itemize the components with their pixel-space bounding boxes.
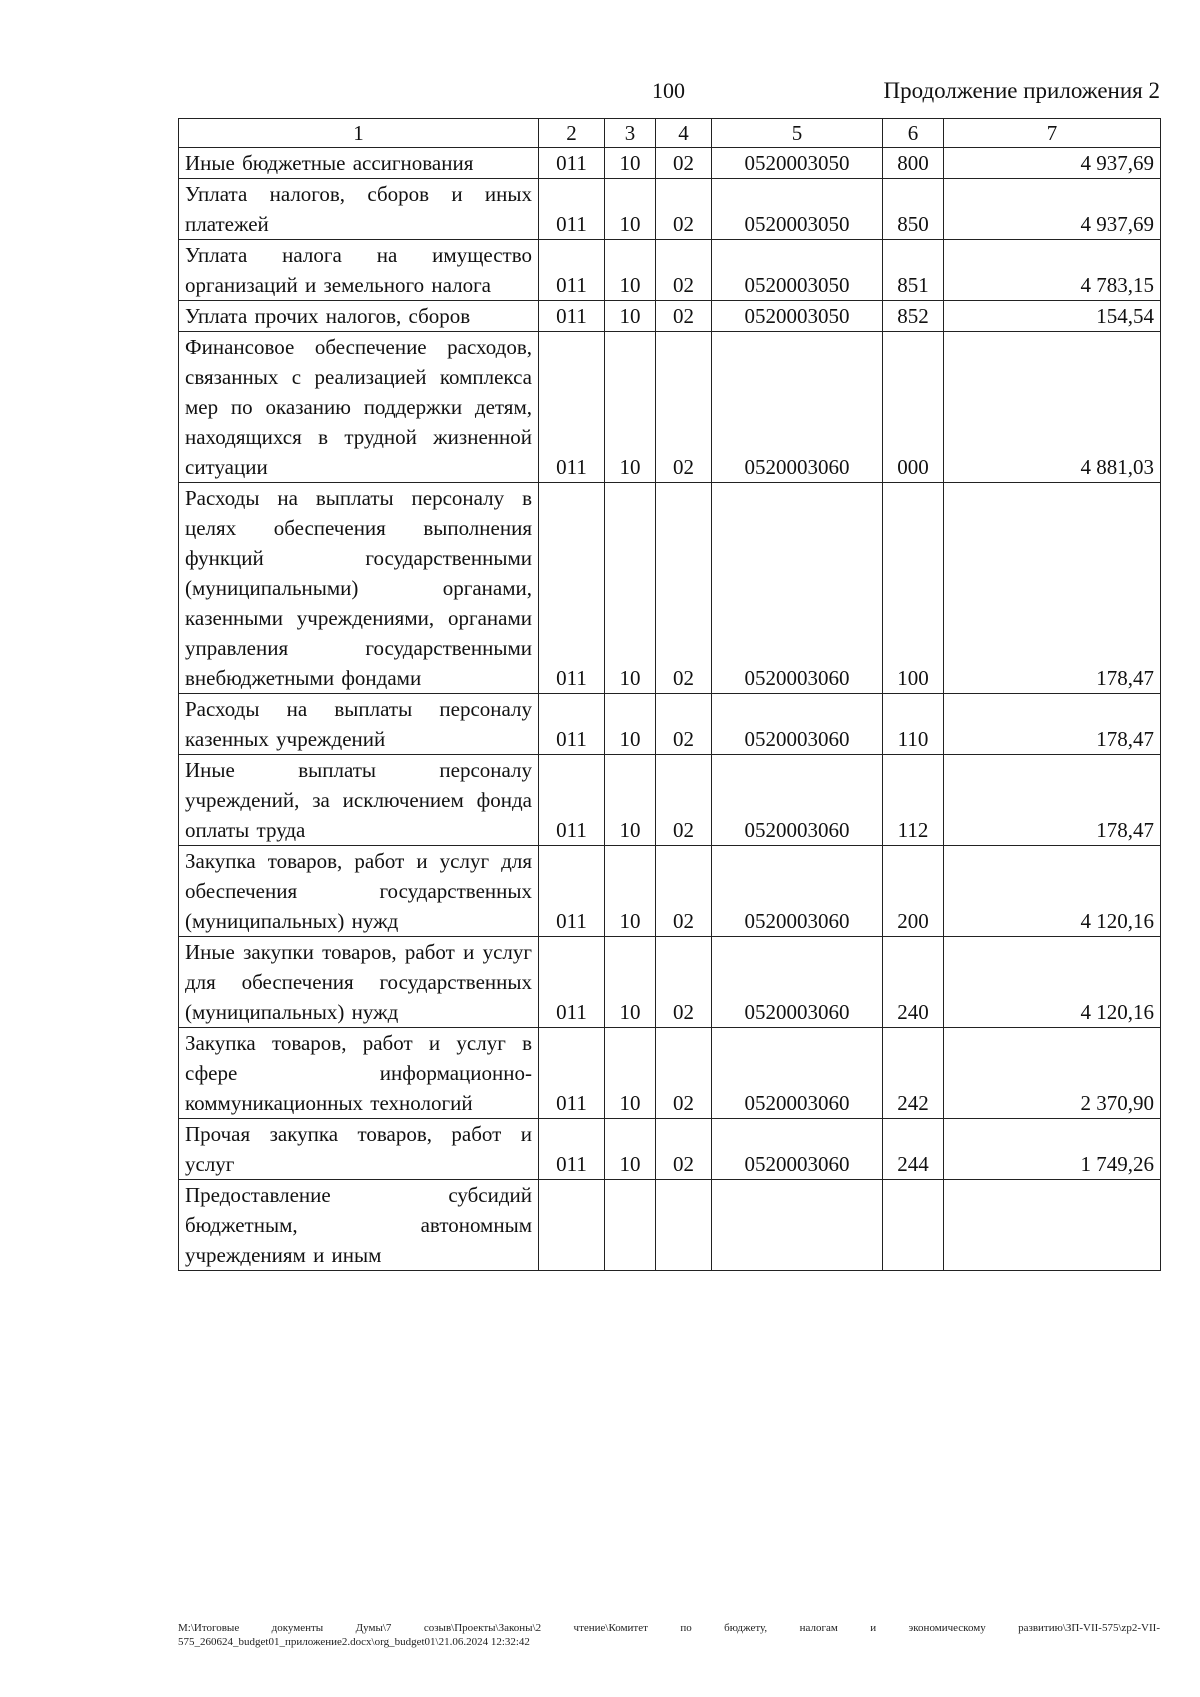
page-header bbox=[0, 78, 1200, 108]
table-row bbox=[179, 179, 1161, 240]
table-row bbox=[179, 1028, 1161, 1119]
subsection-code: 02 bbox=[656, 483, 712, 694]
row-description: Прочая закупка товаров, работ и услуг bbox=[179, 1119, 539, 1180]
row-description: Расходы на выплаты персоналу казенных учреждений bbox=[179, 694, 539, 755]
subsection-code: 02 bbox=[656, 301, 712, 332]
row-description: Закупка товаров, работ и услуг для обеспечения государственных (муниципальных) нужд bbox=[179, 846, 539, 937]
section-code: 10 bbox=[605, 332, 656, 483]
amount: 178,47 bbox=[944, 755, 1161, 846]
section-code: 10 bbox=[605, 694, 656, 755]
section-code: 10 bbox=[605, 755, 656, 846]
row-description: Иные выплаты персоналу учреждений, за исключением фонда оплаты труда bbox=[179, 755, 539, 846]
section-code: 10 bbox=[605, 937, 656, 1028]
row-description: Иные закупки товаров, работ и услуг для обеспечения государственных (муниципальных) нужд bbox=[179, 937, 539, 1028]
ministry-code: 011 bbox=[539, 179, 605, 240]
amount bbox=[944, 1180, 1161, 1271]
ministry-code: 011 bbox=[539, 694, 605, 755]
row-description: Уплата налога на имущество организаций и земельного налога bbox=[179, 240, 539, 301]
subsection-code: 02 bbox=[656, 179, 712, 240]
subsection-code: 02 bbox=[656, 1028, 712, 1119]
table-header-row bbox=[179, 119, 1161, 148]
section-code: 10 bbox=[605, 301, 656, 332]
column-header: 2 bbox=[539, 119, 605, 148]
ministry-code: 011 bbox=[539, 301, 605, 332]
expense-type-code: 000 bbox=[883, 332, 944, 483]
budget-table bbox=[178, 118, 1161, 1271]
expense-type-code: 112 bbox=[883, 755, 944, 846]
target-article-code: 0520003060 bbox=[712, 694, 883, 755]
table-row bbox=[179, 148, 1161, 179]
subsection-code: 02 bbox=[656, 846, 712, 937]
table-row bbox=[179, 483, 1161, 694]
amount: 1 749,26 bbox=[944, 1119, 1161, 1180]
column-header: 7 bbox=[944, 119, 1161, 148]
target-article-code: 0520003050 bbox=[712, 148, 883, 179]
expense-type-code: 850 bbox=[883, 179, 944, 240]
amount: 178,47 bbox=[944, 694, 1161, 755]
amount: 4 937,69 bbox=[944, 148, 1161, 179]
ministry-code: 011 bbox=[539, 1028, 605, 1119]
table-row bbox=[179, 1119, 1161, 1180]
amount: 2 370,90 bbox=[944, 1028, 1161, 1119]
amount: 4 120,16 bbox=[944, 937, 1161, 1028]
row-description: Закупка товаров, работ и услуг в сфере информационно-коммуникационных технологий bbox=[179, 1028, 539, 1119]
ministry-code: 011 bbox=[539, 240, 605, 301]
document-file-path: M:\Итоговые документы Думы\7 созыв\Проекты\Законы\2 чтение\Комитет по бюджету, налогам и экономическому развитию\ЗП-VII-575\zp2-VII-575_260624_budget01_приложение2.docx\org_budget01\21.06.2024 12:32:42 bbox=[178, 1622, 1160, 1648]
column-header: 5 bbox=[712, 119, 883, 148]
target-article-code: 0520003050 bbox=[712, 301, 883, 332]
section-code: 10 bbox=[605, 148, 656, 179]
amount: 154,54 bbox=[944, 301, 1161, 332]
expense-type-code: 110 bbox=[883, 694, 944, 755]
table-row bbox=[179, 1180, 1161, 1271]
ministry-code: 011 bbox=[539, 755, 605, 846]
section-code: 10 bbox=[605, 240, 656, 301]
row-description: Расходы на выплаты персоналу в целях обеспечения выполнения функций государственными (муниципальными) органами, казенными учреждениями, органами управления государственными внебюджетными фондами bbox=[179, 483, 539, 694]
section-code: 10 bbox=[605, 483, 656, 694]
column-header: 6 bbox=[883, 119, 944, 148]
table-row bbox=[179, 846, 1161, 937]
column-header: 1 bbox=[179, 119, 539, 148]
target-article-code: 0520003060 bbox=[712, 332, 883, 483]
subsection-code: 02 bbox=[656, 937, 712, 1028]
subsection-code bbox=[656, 1180, 712, 1271]
amount: 4 120,16 bbox=[944, 846, 1161, 937]
continuation-title: Продолжение приложения 2 bbox=[883, 78, 1160, 103]
amount: 4 881,03 bbox=[944, 332, 1161, 483]
target-article-code: 0520003060 bbox=[712, 846, 883, 937]
row-description: Уплата прочих налогов, сборов bbox=[179, 301, 539, 332]
ministry-code: 011 bbox=[539, 1119, 605, 1180]
column-header: 4 bbox=[656, 119, 712, 148]
expense-type-code: 100 bbox=[883, 483, 944, 694]
expense-type-code: 240 bbox=[883, 937, 944, 1028]
expense-type-code bbox=[883, 1180, 944, 1271]
expense-type-code: 242 bbox=[883, 1028, 944, 1119]
ministry-code bbox=[539, 1180, 605, 1271]
table-row bbox=[179, 301, 1161, 332]
target-article-code: 0520003050 bbox=[712, 240, 883, 301]
expense-type-code: 200 bbox=[883, 846, 944, 937]
ministry-code: 011 bbox=[539, 846, 605, 937]
table-row bbox=[179, 332, 1161, 483]
target-article-code: 0520003060 bbox=[712, 483, 883, 694]
amount: 178,47 bbox=[944, 483, 1161, 694]
subsection-code: 02 bbox=[656, 694, 712, 755]
section-code: 10 bbox=[605, 179, 656, 240]
ministry-code: 011 bbox=[539, 937, 605, 1028]
row-description: Уплата налогов, сборов и иных платежей bbox=[179, 179, 539, 240]
target-article-code: 0520003060 bbox=[712, 1119, 883, 1180]
ministry-code: 011 bbox=[539, 332, 605, 483]
row-description: Финансовое обеспечение расходов, связанных с реализацией комплекса мер по оказанию поддержки детям, находящихся в трудной жизненной ситуации bbox=[179, 332, 539, 483]
section-code: 10 bbox=[605, 846, 656, 937]
expense-type-code: 800 bbox=[883, 148, 944, 179]
page-number: 100 bbox=[652, 78, 685, 103]
section-code: 10 bbox=[605, 1028, 656, 1119]
ministry-code: 011 bbox=[539, 483, 605, 694]
target-article-code: 0520003060 bbox=[712, 937, 883, 1028]
table-row bbox=[179, 755, 1161, 846]
ministry-code: 011 bbox=[539, 148, 605, 179]
section-code bbox=[605, 1180, 656, 1271]
target-article-code bbox=[712, 1180, 883, 1271]
subsection-code: 02 bbox=[656, 240, 712, 301]
row-description: Иные бюджетные ассигнования bbox=[179, 148, 539, 179]
target-article-code: 0520003060 bbox=[712, 1028, 883, 1119]
expense-type-code: 852 bbox=[883, 301, 944, 332]
target-article-code: 0520003060 bbox=[712, 755, 883, 846]
table-row bbox=[179, 937, 1161, 1028]
subsection-code: 02 bbox=[656, 332, 712, 483]
target-article-code: 0520003050 bbox=[712, 179, 883, 240]
expense-type-code: 851 bbox=[883, 240, 944, 301]
section-code: 10 bbox=[605, 1119, 656, 1180]
subsection-code: 02 bbox=[656, 148, 712, 179]
amount: 4 937,69 bbox=[944, 179, 1161, 240]
table-row bbox=[179, 694, 1161, 755]
column-header: 3 bbox=[605, 119, 656, 148]
expense-type-code: 244 bbox=[883, 1119, 944, 1180]
subsection-code: 02 bbox=[656, 1119, 712, 1180]
row-description: Предоставление субсидий бюджетным, автономным учреждениям и иным bbox=[179, 1180, 539, 1271]
amount: 4 783,15 bbox=[944, 240, 1161, 301]
table-row bbox=[179, 240, 1161, 301]
subsection-code: 02 bbox=[656, 755, 712, 846]
